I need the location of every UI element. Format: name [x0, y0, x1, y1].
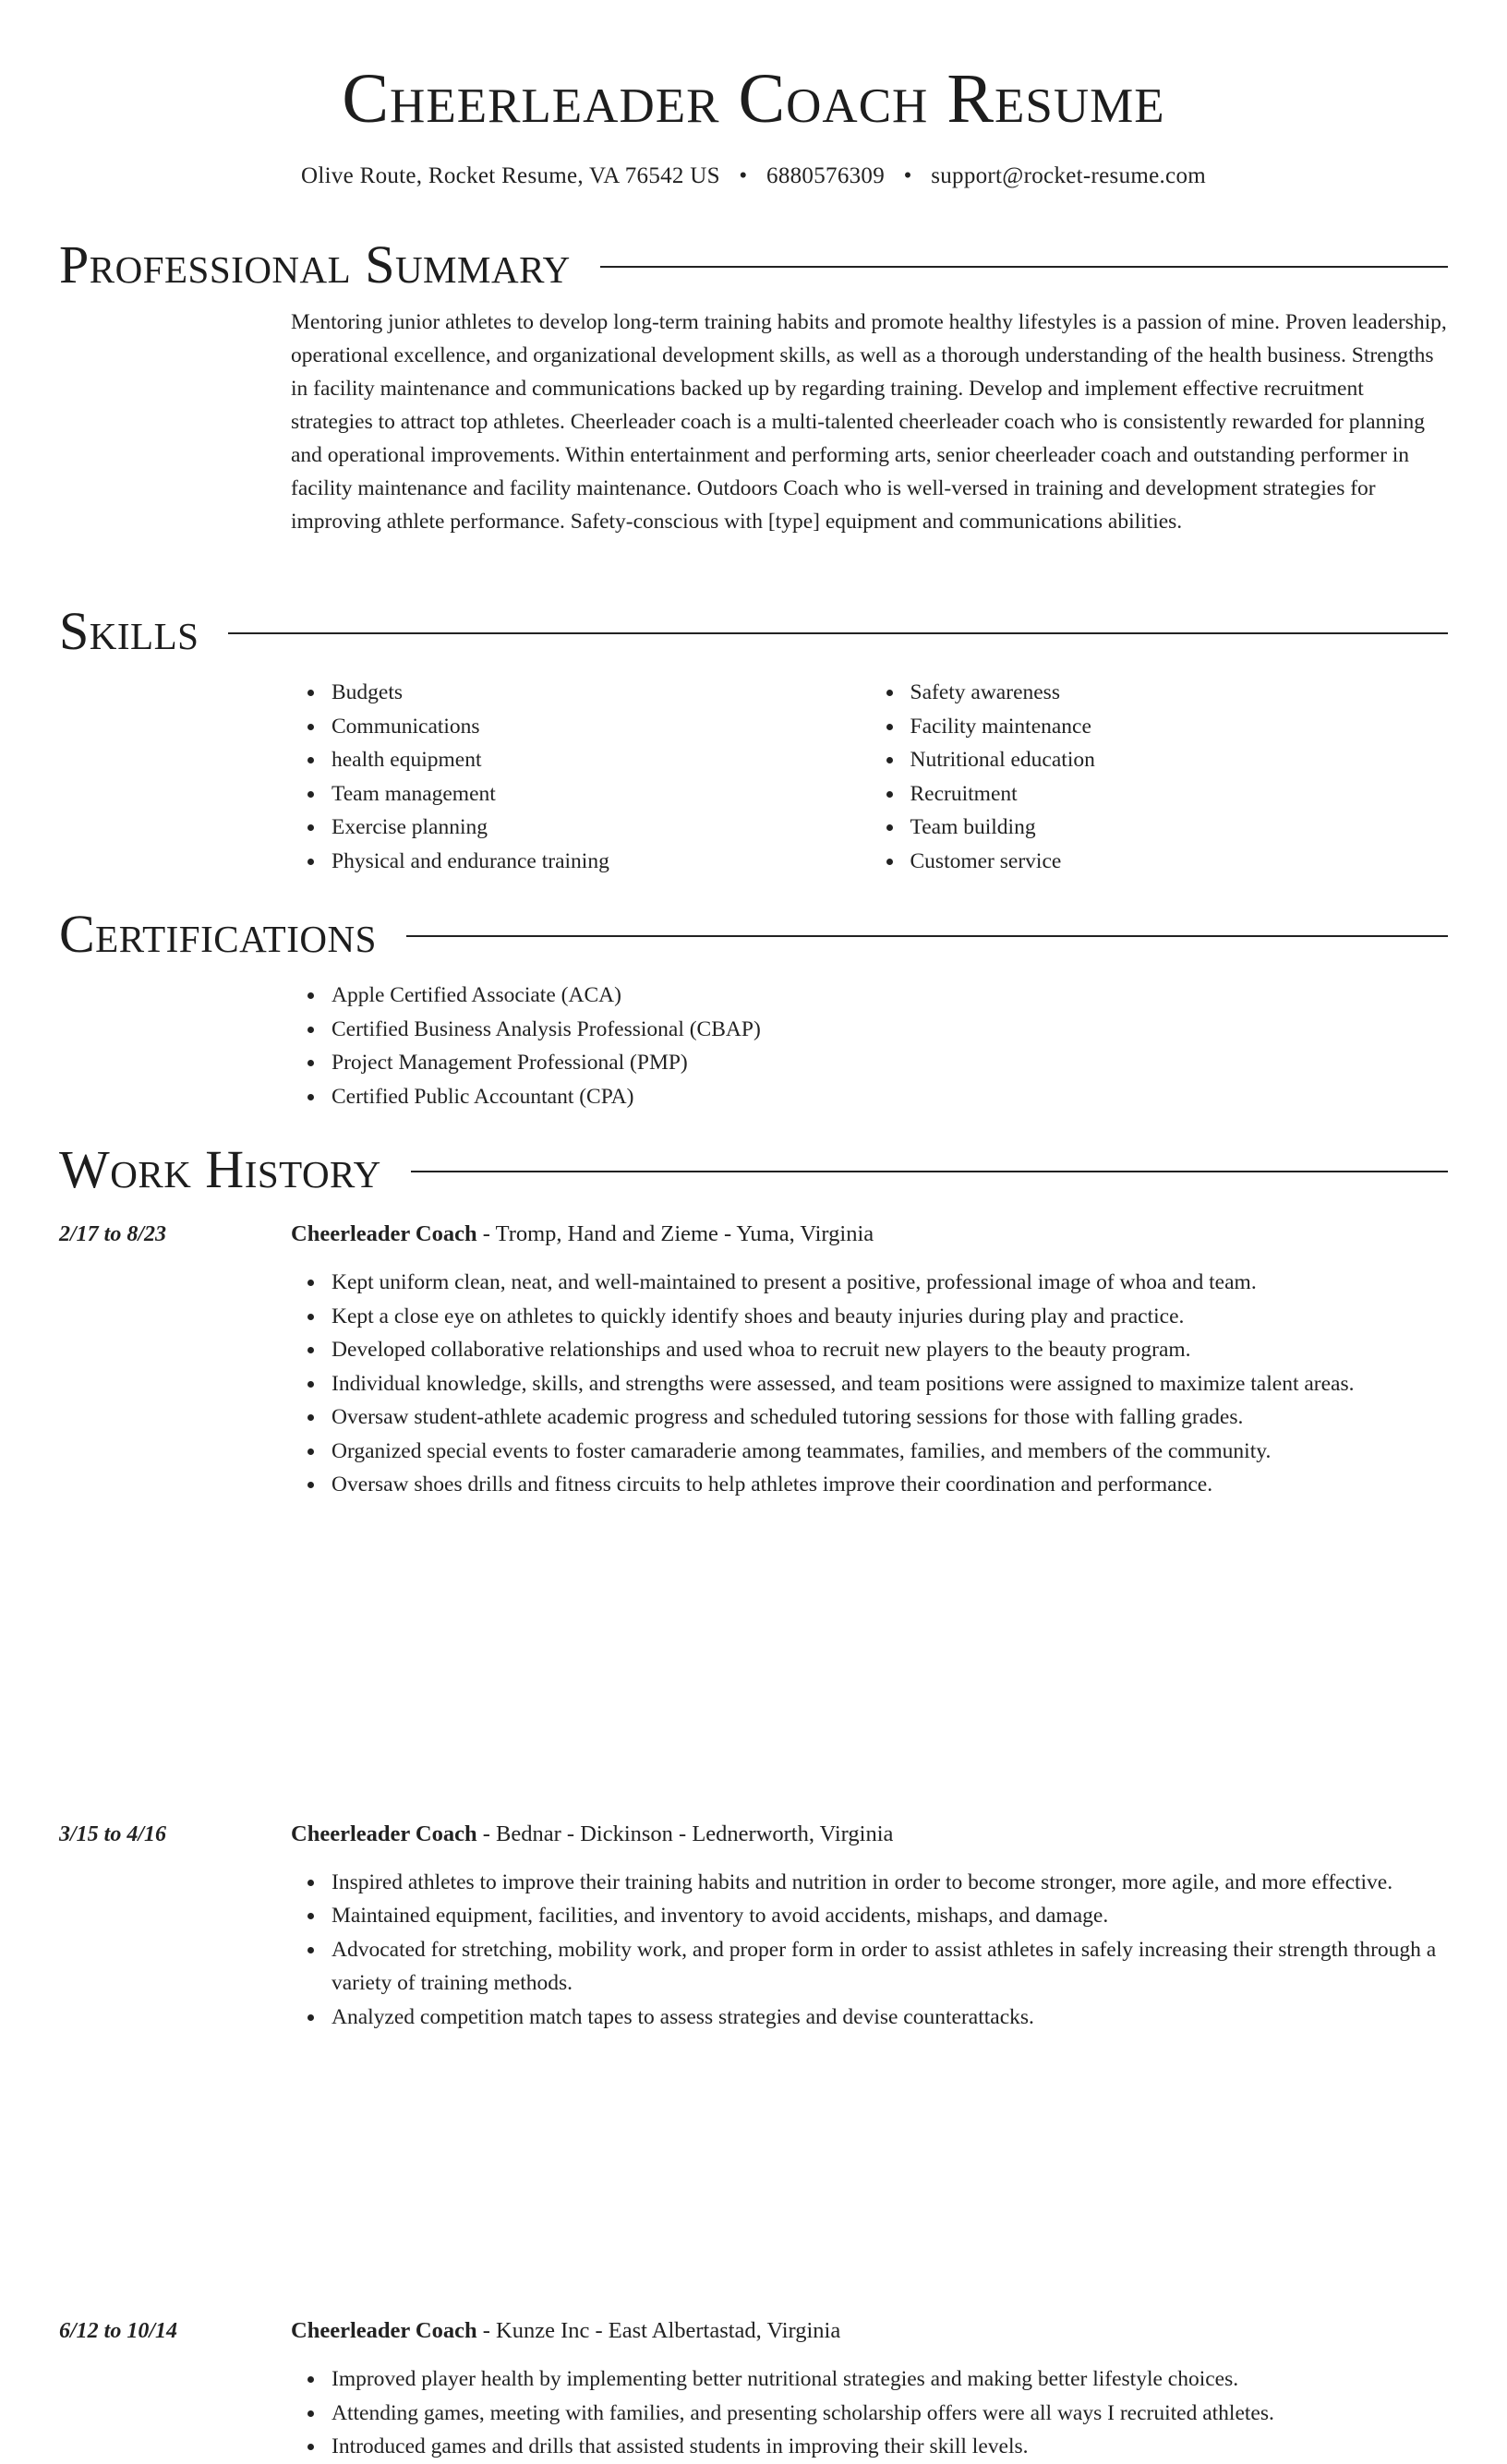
job-dates: 2/17 to 8/23 [59, 1222, 167, 1246]
contact-address: Olive Route, Rocket Resume, VA 76542 US [301, 163, 720, 188]
job-bullet: Attending games, meeting with families, and presenting scholarship offers were all ways I recruited athletes. [332, 2397, 1448, 2431]
job-bullet: Inspired athletes to improve their training habits and nutrition in order to become stronger, more agile, and more effective. [332, 1866, 1448, 1900]
certification-item: Project Management Professional (PMP) [332, 1046, 1448, 1080]
job-title: Cheerleader Coach [291, 1221, 477, 1246]
skill-item: health equipment [332, 743, 870, 777]
contact-separator: • [903, 163, 912, 188]
contact-separator: • [739, 163, 748, 188]
job-entry [59, 1218, 1448, 1502]
work-heading: Work History [59, 1139, 381, 1199]
job-bullet: Advocated for stretching, mobility work, and proper form in order to assist athletes in safely increasing their strength through a variety of training methods. [332, 1933, 1448, 2001]
contact-phone: 6880576309 [766, 163, 886, 188]
resume-title: Cheerleader Coach Resume [342, 60, 1165, 138]
section-rule [228, 632, 1448, 634]
certification-item: Certified Business Analysis Professional (CBAP) [332, 1013, 1448, 1047]
summary-header [59, 235, 1448, 294]
skills-grid [291, 676, 1448, 878]
job-title: Cheerleader Coach [291, 1821, 477, 1846]
job-bullet: Introduced games and drills that assisted students in improving their skill levels. [332, 2430, 1448, 2464]
job-bullet: Analyzed competition match tapes to assess strategies and devise counterattacks. [332, 2001, 1448, 2035]
job-dates: 6/12 to 10/14 [59, 2319, 178, 2343]
skill-item: Physical and endurance training [332, 845, 870, 879]
skill-item: Customer service [910, 845, 1449, 879]
contact-email: support@rocket-resume.com [931, 163, 1206, 188]
skill-item: Facility maintenance [910, 710, 1449, 744]
job-bullet: Oversaw student-athlete academic progress and scheduled tutoring sessions for those with falling grades. [332, 1400, 1448, 1435]
skills-list-right [870, 676, 1449, 878]
job-employer: - Kunze Inc - East Albertastad, Virginia [476, 2318, 841, 2343]
certifications-heading: Certifications [59, 904, 377, 964]
summary-section [59, 235, 1448, 538]
job-bullet: Kept a close eye on athletes to quickly identify shoes and beauty injuries during play and practice. [332, 1300, 1448, 1334]
job-bullet: Organized special events to foster camaraderie among teammates, families, and members of the community. [332, 1435, 1448, 1469]
work-header [59, 1140, 1448, 1199]
skills-section [59, 602, 1448, 878]
job-bullet: Kept uniform clean, neat, and well-maintained to present a positive, professional image of whoa and team. [332, 1266, 1448, 1300]
job-bullet: Improved player health by implementing better nutritional strategies and making better lifestyle choices. [332, 2362, 1448, 2397]
job-bullet: Maintained equipment, facilities, and inventory to avoid accidents, mishaps, and damage. [332, 1899, 1448, 1933]
skill-item: Recruitment [910, 777, 1449, 811]
job-title: Cheerleader Coach [291, 2318, 477, 2343]
certifications-header [59, 905, 1448, 964]
certifications-list [291, 979, 1448, 1113]
summary-heading: Professional Summary [59, 234, 571, 294]
certifications-section [59, 905, 1448, 1113]
job-bullet: Developed collaborative relationships and used whoa to recruit new players to the beauty program. [332, 1333, 1448, 1367]
job-bullets [291, 1866, 1448, 2035]
skill-item: Communications [332, 710, 870, 744]
skills-header [59, 602, 1448, 661]
section-rule [406, 935, 1448, 937]
certification-item: Certified Public Accountant (CPA) [332, 1080, 1448, 1114]
job-dates: 3/15 to 4/16 [59, 1821, 167, 1846]
job-entry [59, 2314, 1448, 2464]
certifications-block [291, 979, 1448, 1113]
certification-item: Apple Certified Associate (ACA) [332, 979, 1448, 1013]
skill-item: Budgets [332, 676, 870, 710]
skills-heading: Skills [59, 601, 199, 661]
skill-item: Team management [332, 777, 870, 811]
job-bullets [291, 2362, 1448, 2464]
job-entry [59, 1818, 1448, 2035]
section-rule [600, 266, 1448, 268]
summary-text: Mentoring junior athletes to develop long-term training habits and promote healthy lifestyles is a passion of mine. Proven leadership, operational excellence, and organizational development skills, as well as a thorough understanding of the health business. Strengths in facility maintenance and communications backed up by regarding training. Develop and implement effective recruitment strategies to attract top athletes. Cheerleader coach is a multi-talented cheerleader coach who is consistently rewarded for planning and operational improvements. Within entertainment and performing arts, senior cheerleader coach and outstanding performer in facility maintenance and facility maintenance. Outdoors Coach who is well-versed in training and development strategies for improving athlete performance. Safety-conscious with [type] equipment and communications abilities. [291, 310, 1447, 534]
skill-item: Team building [910, 811, 1449, 845]
job-title-line [291, 2314, 1448, 2348]
job-employer: - Bednar - Dickinson - Lednerworth, Virginia [476, 1821, 894, 1846]
skill-item: Safety awareness [910, 676, 1449, 710]
job-bullet: Oversaw shoes drills and fitness circuits to help athletes improve their coordination and performance. [332, 1468, 1448, 1502]
skill-item: Nutritional education [910, 743, 1449, 777]
job-bullets [291, 1266, 1448, 1502]
skills-list-left [291, 676, 870, 878]
skill-item: Exercise planning [332, 811, 870, 845]
job-title-line [291, 1818, 1448, 1851]
job-bullet: Individual knowledge, skills, and strengths were assessed, and team positions were assigned to maximize talent areas. [332, 1367, 1448, 1401]
contact-line [0, 161, 1507, 192]
job-title-line [291, 1218, 1448, 1251]
work-section [59, 1140, 1448, 1199]
job-employer: - Tromp, Hand and Zieme - Yuma, Virginia [476, 1221, 874, 1246]
section-rule [411, 1171, 1448, 1172]
